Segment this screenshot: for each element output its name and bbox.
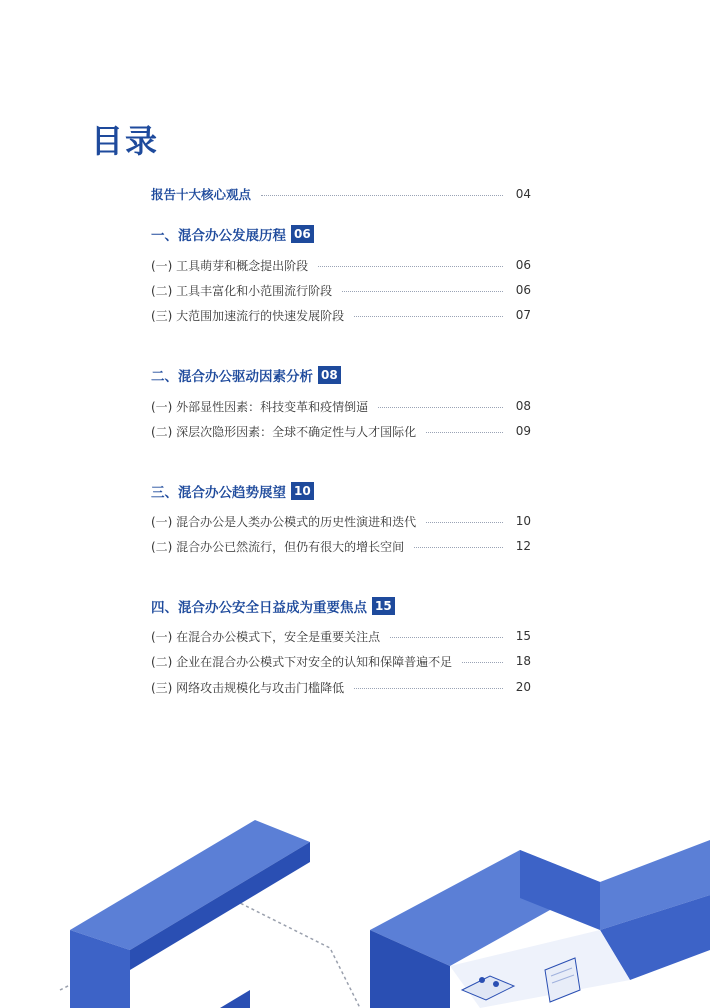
toc-page-number: 12 bbox=[515, 539, 531, 553]
toc-page-number: 10 bbox=[515, 514, 531, 528]
toc-label: (二) 工具丰富化和小范围流行阶段 bbox=[151, 283, 333, 298]
toc-item[interactable] bbox=[151, 536, 531, 556]
section-title: 一、混合办公发展历程 bbox=[151, 228, 286, 244]
page-badge: 08 bbox=[318, 366, 341, 384]
section-heading-2[interactable] bbox=[151, 364, 341, 386]
page-badge: 10 bbox=[291, 482, 314, 500]
leader-dots bbox=[378, 407, 503, 408]
toc-label: (一) 在混合办公模式下，安全是重要关注点 bbox=[151, 629, 381, 644]
person-icon bbox=[479, 977, 485, 983]
section-heading-3[interactable] bbox=[151, 480, 314, 502]
person-icon bbox=[493, 981, 499, 987]
section-title: 二、混合办公驱动因素分析 bbox=[151, 369, 313, 385]
toc-page-number: 15 bbox=[515, 629, 531, 643]
leader-dots bbox=[426, 432, 503, 433]
toc-item[interactable] bbox=[151, 677, 531, 697]
toc-page-number: 06 bbox=[515, 283, 531, 297]
leader-dots bbox=[318, 266, 503, 267]
leader-dots bbox=[354, 316, 503, 317]
toc-label: (二) 企业在混合办公模式下对安全的认知和保障普遍不足 bbox=[151, 654, 453, 669]
leader-dots bbox=[414, 547, 503, 548]
toc-item[interactable] bbox=[151, 511, 531, 531]
toc-item[interactable] bbox=[151, 305, 531, 325]
toc-item[interactable] bbox=[151, 421, 531, 441]
toc-page-number: 04 bbox=[515, 187, 531, 201]
section-title: 四、混合办公安全日益成为重要焦点 bbox=[151, 600, 367, 616]
toc-key-views[interactable] bbox=[151, 184, 531, 204]
toc-item[interactable] bbox=[151, 280, 531, 300]
toc-label: (二) 混合办公已然流行，但仍有很大的增长空间 bbox=[151, 539, 405, 554]
leader-dots bbox=[354, 688, 503, 689]
toc-page-number: 09 bbox=[515, 424, 531, 438]
leader-dots bbox=[390, 637, 503, 638]
leader-dots bbox=[462, 662, 503, 663]
toc-item[interactable] bbox=[151, 255, 531, 275]
toc-item[interactable] bbox=[151, 626, 531, 646]
leader-dots bbox=[342, 291, 503, 292]
toc-label: (一) 混合办公是人类办公模式的历史性演进和迭代 bbox=[151, 514, 417, 529]
toc-label: (三) 网络攻击规模化与攻击门槛降低 bbox=[151, 680, 345, 695]
leader-dots bbox=[426, 522, 503, 523]
page-title: 目录 bbox=[91, 122, 160, 160]
section-heading-1[interactable] bbox=[151, 223, 314, 245]
section-heading-4[interactable] bbox=[151, 595, 395, 617]
toc-label: (三) 大范围加速流行的快速发展阶段 bbox=[151, 308, 345, 323]
toc-page-number: 20 bbox=[515, 680, 531, 694]
toc-item[interactable] bbox=[151, 396, 531, 416]
toc-item[interactable] bbox=[151, 651, 531, 671]
leader-dots bbox=[261, 195, 503, 196]
section-title: 三、混合办公趋势展望 bbox=[151, 485, 286, 501]
toc-label: 报告十大核心观点 bbox=[151, 187, 252, 202]
toc-label: (二) 深层次隐形因素：全球不确定性与人才国际化 bbox=[151, 424, 417, 439]
small-block bbox=[220, 990, 250, 1008]
page-badge: 15 bbox=[372, 597, 395, 615]
toc-page-number: 06 bbox=[515, 258, 531, 272]
toc-page-number: 08 bbox=[515, 399, 531, 413]
isometric-office-illustration bbox=[0, 780, 710, 1008]
toc-label: (一) 工具萌芽和概念提出阶段 bbox=[151, 258, 309, 273]
page-badge: 06 bbox=[291, 225, 314, 243]
toc-page-number: 18 bbox=[515, 654, 531, 668]
toc-label: (一) 外部显性因素：科技变革和疫情倒逼 bbox=[151, 399, 369, 414]
toc-page-number: 07 bbox=[515, 308, 531, 322]
